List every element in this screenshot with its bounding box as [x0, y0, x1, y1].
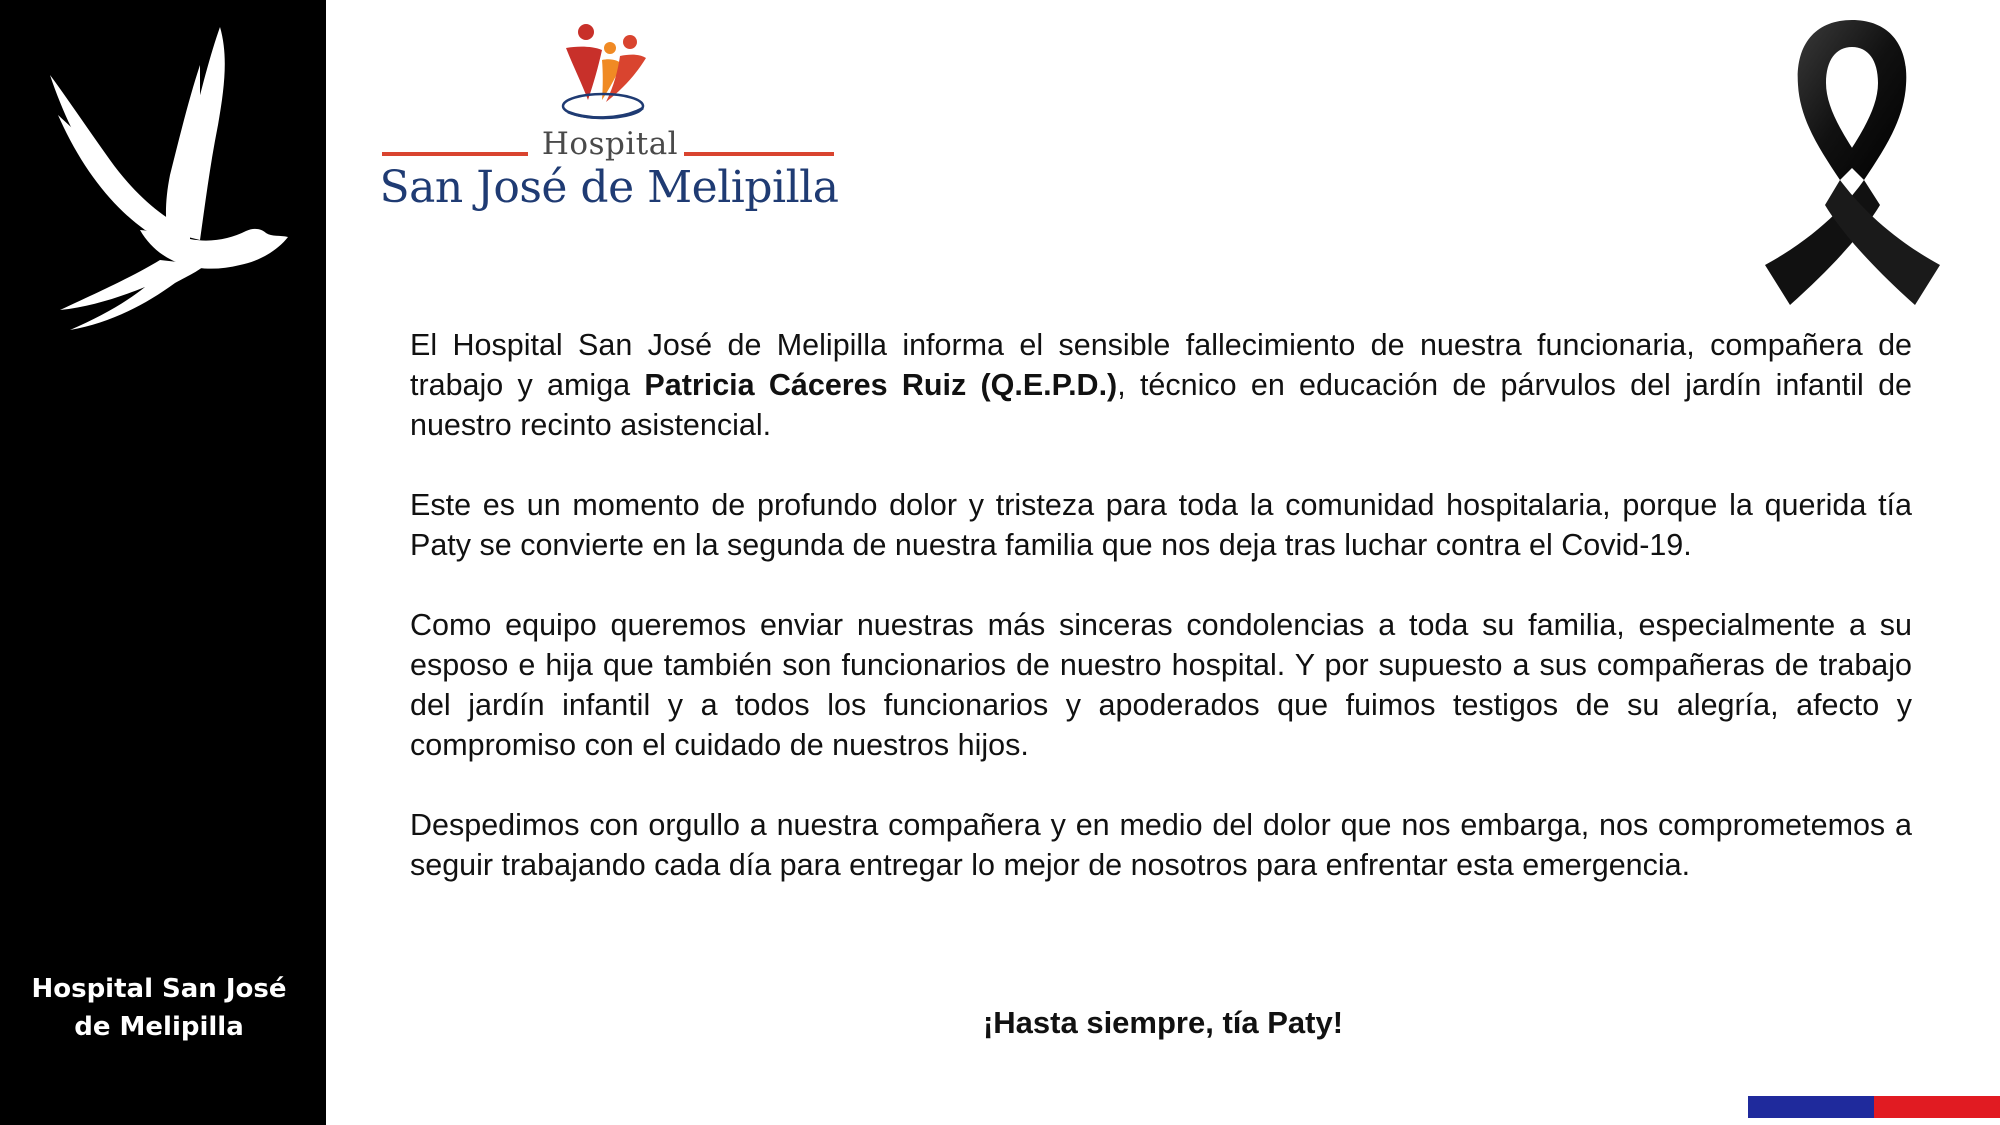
sidebar — [0, 0, 326, 1125]
sidebar-caption-line1: Hospital San José — [31, 974, 287, 1004]
deceased-name: Patricia Cáceres Ruiz (Q.E.P.D.) — [644, 368, 1118, 402]
hospital-logo — [380, 20, 840, 225]
paragraph-1-intro: El Hospital San José de Melipilla informa el sensible fallecimiento de nuestra funcionaria, compañera de trabajo y amiga — [410, 328, 1912, 402]
condolence-message — [410, 325, 1912, 925]
message-paragraph-3: Como equipo queremos enviar nuestras más sinceras condolencias a toda su familia, especialmente a su esposo e hija que también son funcionarios de nuestro hospital. Y por supuesto a sus compañeras de trabajo del jardín infantil y a todos los funcionarios y apoderados que fuimos testigos de su alegría, afecto y compromiso con el cuidado de nuestros hijos. — [410, 608, 1912, 762]
sidebar-caption — [0, 970, 318, 1046]
farewell-line: ¡Hasta siempre, tía Paty! — [982, 1005, 1344, 1040]
message-paragraph-1 — [410, 325, 1912, 445]
sidebar-caption-line2: de Melipilla — [74, 1012, 244, 1042]
message-paragraph-2: Este es un momento de profundo dolor y tristeza para toda la comunidad hospitalaria, porque la querida tía Paty se convierte en la segunda de nuestra familia que nos deja tras luchar contra el Covid-19. — [410, 488, 1912, 562]
hospital-logo-icon — [548, 20, 658, 125]
logo-hospital-word: Hospital — [541, 126, 679, 162]
flag-blue-stripe — [1748, 1096, 1874, 1118]
chile-flag-stripe — [1748, 1096, 2000, 1118]
message-paragraph-4: Despedimos con orgullo a nuestra compañera y en medio del dolor que nos embarga, nos comprometemos a seguir trabajando cada día para entregar lo mejor de nosotros para enfrentar esta emergencia. — [410, 808, 1912, 882]
dove-icon — [40, 25, 300, 340]
logo-hospital-name: San José de Melipilla — [379, 162, 839, 213]
mourning-ribbon-icon — [1760, 15, 1945, 305]
flag-red-stripe — [1874, 1096, 2000, 1118]
paragraph-1-rest: , técnico en educación de párvulos del jardín infantil de nuestro recinto asistencial. — [410, 368, 1912, 442]
